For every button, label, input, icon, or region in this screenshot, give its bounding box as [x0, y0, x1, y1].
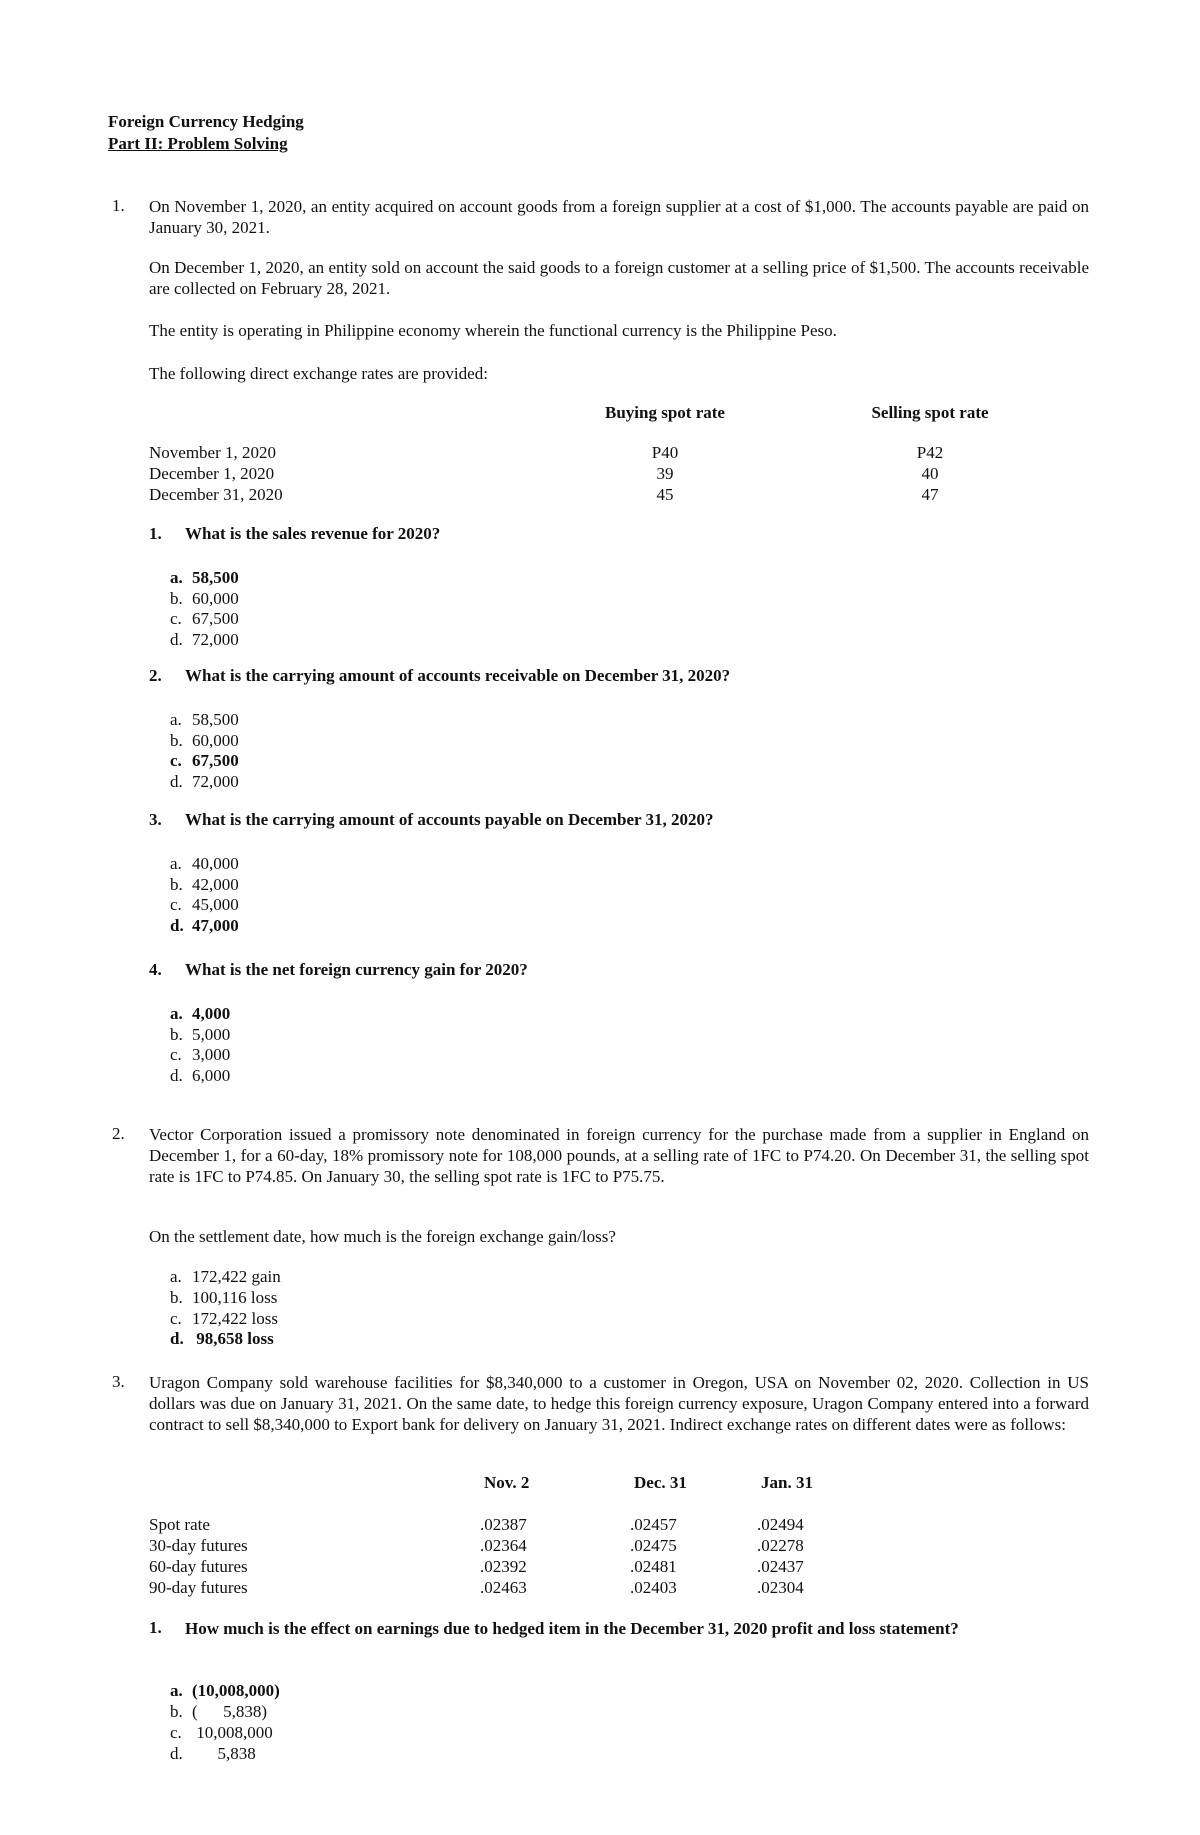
item-1-number: 1.: [112, 196, 125, 215]
answer-option: [170, 731, 239, 751]
answer-option: [170, 1267, 281, 1287]
item-1-paragraph-3: The entity is operating in Philippine economy wherein the functional currency is the Philippine Peso.: [149, 321, 837, 340]
row-date: November 1, 2020: [149, 443, 277, 462]
answer-option: [170, 1329, 274, 1349]
answer-option: [170, 1066, 230, 1086]
question-text: What is the carrying amount of accounts payable on December 31, 2020?: [185, 810, 714, 829]
question-number: 1.: [149, 524, 162, 543]
option-letter: a.: [170, 568, 183, 587]
option-letter: c.: [170, 895, 182, 915]
answer-option: [170, 1004, 230, 1024]
document-subtitle: Part II: Problem Solving: [108, 134, 288, 153]
column-header: Nov. 2: [484, 1473, 530, 1492]
question-text: What is the sales revenue for 2020?: [185, 524, 441, 543]
rate-value: .02481: [630, 1557, 677, 1576]
answer-option: [170, 568, 239, 588]
answer-option: [170, 1702, 267, 1722]
answer-option: [170, 895, 239, 915]
rate-value: .02475: [630, 1536, 677, 1555]
item-2-number: 2.: [112, 1124, 125, 1143]
row-date: December 31, 2020: [149, 485, 283, 504]
option-text: 45,000: [192, 895, 239, 915]
item-3-question-number: 1.: [149, 1618, 162, 1637]
item-2-paragraph: Vector Corporation issued a promissory note denominated in foreign currency for the purchase made from a supplier in England on December 1, for a 60-day, 18% promissory note for 108,000 pounds, at a selling rate of 1FC to P74.20. On December 31, the selling spot rate is 1FC to P74.85. On January 30, the selling spot rate is 1FC to P75.75.: [149, 1125, 1089, 1186]
rate-value: .02392: [480, 1557, 527, 1576]
column-header: Jan. 31: [761, 1473, 813, 1492]
item-3-number: 3.: [112, 1372, 125, 1391]
option-text: (10,008,000): [192, 1681, 280, 1700]
option-letter: d.: [170, 772, 183, 792]
option-text: 72,000: [192, 630, 239, 650]
option-text: 5,000: [192, 1024, 231, 1044]
answer-option: [170, 1288, 277, 1308]
rate-value: .02403: [630, 1578, 677, 1597]
rate-value: .02278: [757, 1536, 804, 1555]
option-text: ( 5,838): [192, 1702, 268, 1721]
row-label: Spot rate: [149, 1515, 210, 1534]
option-text: 10,008,000: [192, 1723, 273, 1742]
option-letter: d.: [170, 1329, 184, 1349]
option-letter: a.: [170, 1004, 183, 1023]
buying-rate: P40: [651, 443, 679, 462]
buying-rate: 45: [656, 485, 674, 504]
option-letter: b.: [170, 874, 183, 894]
option-text: 172,422 loss: [192, 1308, 278, 1328]
rate-value: .02364: [480, 1536, 527, 1555]
rate-value: .02304: [757, 1578, 804, 1597]
option-letter: b.: [170, 588, 183, 608]
option-text: 60,000: [192, 588, 239, 608]
option-letter: b.: [170, 1024, 183, 1044]
question-text: What is the net foreign currency gain for 2020?: [185, 960, 528, 979]
rate-value: .02387: [480, 1515, 527, 1534]
option-letter: d.: [170, 630, 183, 650]
question-text: What is the carrying amount of accounts receivable on December 31, 2020?: [185, 666, 731, 685]
option-text: 58,500: [192, 710, 239, 729]
column-header-selling: Selling spot rate: [871, 403, 989, 422]
document-title: Foreign Currency Hedging: [108, 112, 304, 131]
option-letter: c.: [170, 1308, 182, 1328]
item-2-question: On the settlement date, how much is the foreign exchange gain/loss?: [149, 1227, 616, 1246]
option-text: 58,500: [192, 568, 239, 587]
option-letter: b.: [170, 730, 183, 750]
item-3-question: How much is the effect on earnings due to hedged item in the December 31, 2020 profit and loss statement?: [185, 1619, 959, 1638]
option-text: 3,000: [192, 1045, 231, 1065]
option-letter: a.: [170, 854, 182, 873]
answer-option: [170, 609, 239, 629]
option-letter: c.: [170, 1723, 182, 1742]
option-text: 100,116 loss: [192, 1287, 278, 1307]
answer-option: [170, 1723, 273, 1743]
answer-option: [170, 1025, 230, 1045]
answer-option: [170, 710, 239, 730]
option-text: 40,000: [192, 854, 239, 873]
option-letter: a.: [170, 1681, 183, 1700]
option-text: 98,658 loss: [192, 1329, 274, 1349]
selling-rate: 47: [921, 485, 939, 504]
item-1-paragraph-2: On December 1, 2020, an entity sold on account the said goods to a foreign customer at a selling price of $1,500. The accounts receivable are collected on February 28, 2021.: [149, 258, 1089, 298]
answer-option: [170, 1045, 230, 1065]
option-letter: a.: [170, 710, 182, 729]
column-header: Dec. 31: [634, 1473, 687, 1492]
rate-value: .02463: [480, 1578, 527, 1597]
question-number: 3.: [149, 810, 162, 829]
option-letter: d.: [170, 916, 184, 936]
option-letter: d.: [170, 1066, 183, 1086]
row-date: December 1, 2020: [149, 464, 275, 483]
option-text: 72,000: [192, 772, 239, 792]
option-text: 60,000: [192, 730, 239, 750]
option-text: 67,500: [192, 751, 239, 771]
option-text: 5,838: [192, 1744, 256, 1763]
answer-option: [170, 751, 239, 771]
question-number: 2.: [149, 666, 162, 685]
item-3-paragraph: Uragon Company sold warehouse facilities for $8,340,000 to a customer in Oregon, USA on November 02, 2020. Collection in US dollars was due on January 31, 2021. On the same date, to hedge this foreign currency exposure, Uragon Company entered into a forward contract to sell $8,340,000 to Export bank for delivery on January 31, 2021. Indirect exchange rates on different dates were as follows:: [149, 1373, 1089, 1434]
selling-rate: P42: [916, 443, 944, 462]
answer-option: [170, 589, 239, 609]
item-1-paragraph-4: The following direct exchange rates are provided:: [149, 364, 488, 383]
answer-option: [170, 854, 239, 874]
column-header-buying: Buying spot rate: [605, 403, 725, 422]
answer-option: [170, 875, 239, 895]
buying-rate: 39: [656, 464, 674, 483]
option-letter: a.: [170, 1267, 182, 1286]
row-label: 30-day futures: [149, 1536, 248, 1555]
option-text: 6,000: [192, 1066, 231, 1086]
option-letter: b.: [170, 1702, 183, 1721]
row-label: 60-day futures: [149, 1557, 248, 1576]
item-1-paragraph-1: On November 1, 2020, an entity acquired on account goods from a foreign supplier at a cost of $1,000. The accounts payable are paid on January 30, 2021.: [149, 197, 1089, 237]
answer-option: [170, 916, 239, 936]
rate-value: .02494: [757, 1515, 804, 1534]
question-number: 4.: [149, 960, 162, 979]
option-text: 47,000: [192, 916, 239, 936]
rate-value: .02437: [757, 1557, 804, 1576]
option-text: 67,500: [192, 609, 239, 629]
option-text: 4,000: [192, 1004, 231, 1023]
selling-rate: 40: [921, 464, 939, 483]
option-text: 42,000: [192, 874, 239, 894]
row-label: 90-day futures: [149, 1578, 248, 1597]
option-letter: b.: [170, 1287, 183, 1307]
rate-value: .02457: [630, 1515, 677, 1534]
option-letter: c.: [170, 609, 182, 629]
option-text: 172,422 gain: [192, 1267, 281, 1286]
answer-option: [170, 630, 239, 650]
answer-option: [170, 1681, 280, 1701]
option-letter: c.: [170, 1045, 182, 1065]
answer-option: [170, 1744, 256, 1764]
answer-option: [170, 772, 239, 792]
answer-option: [170, 1309, 278, 1329]
option-letter: d.: [170, 1744, 183, 1763]
option-letter: c.: [170, 751, 182, 771]
